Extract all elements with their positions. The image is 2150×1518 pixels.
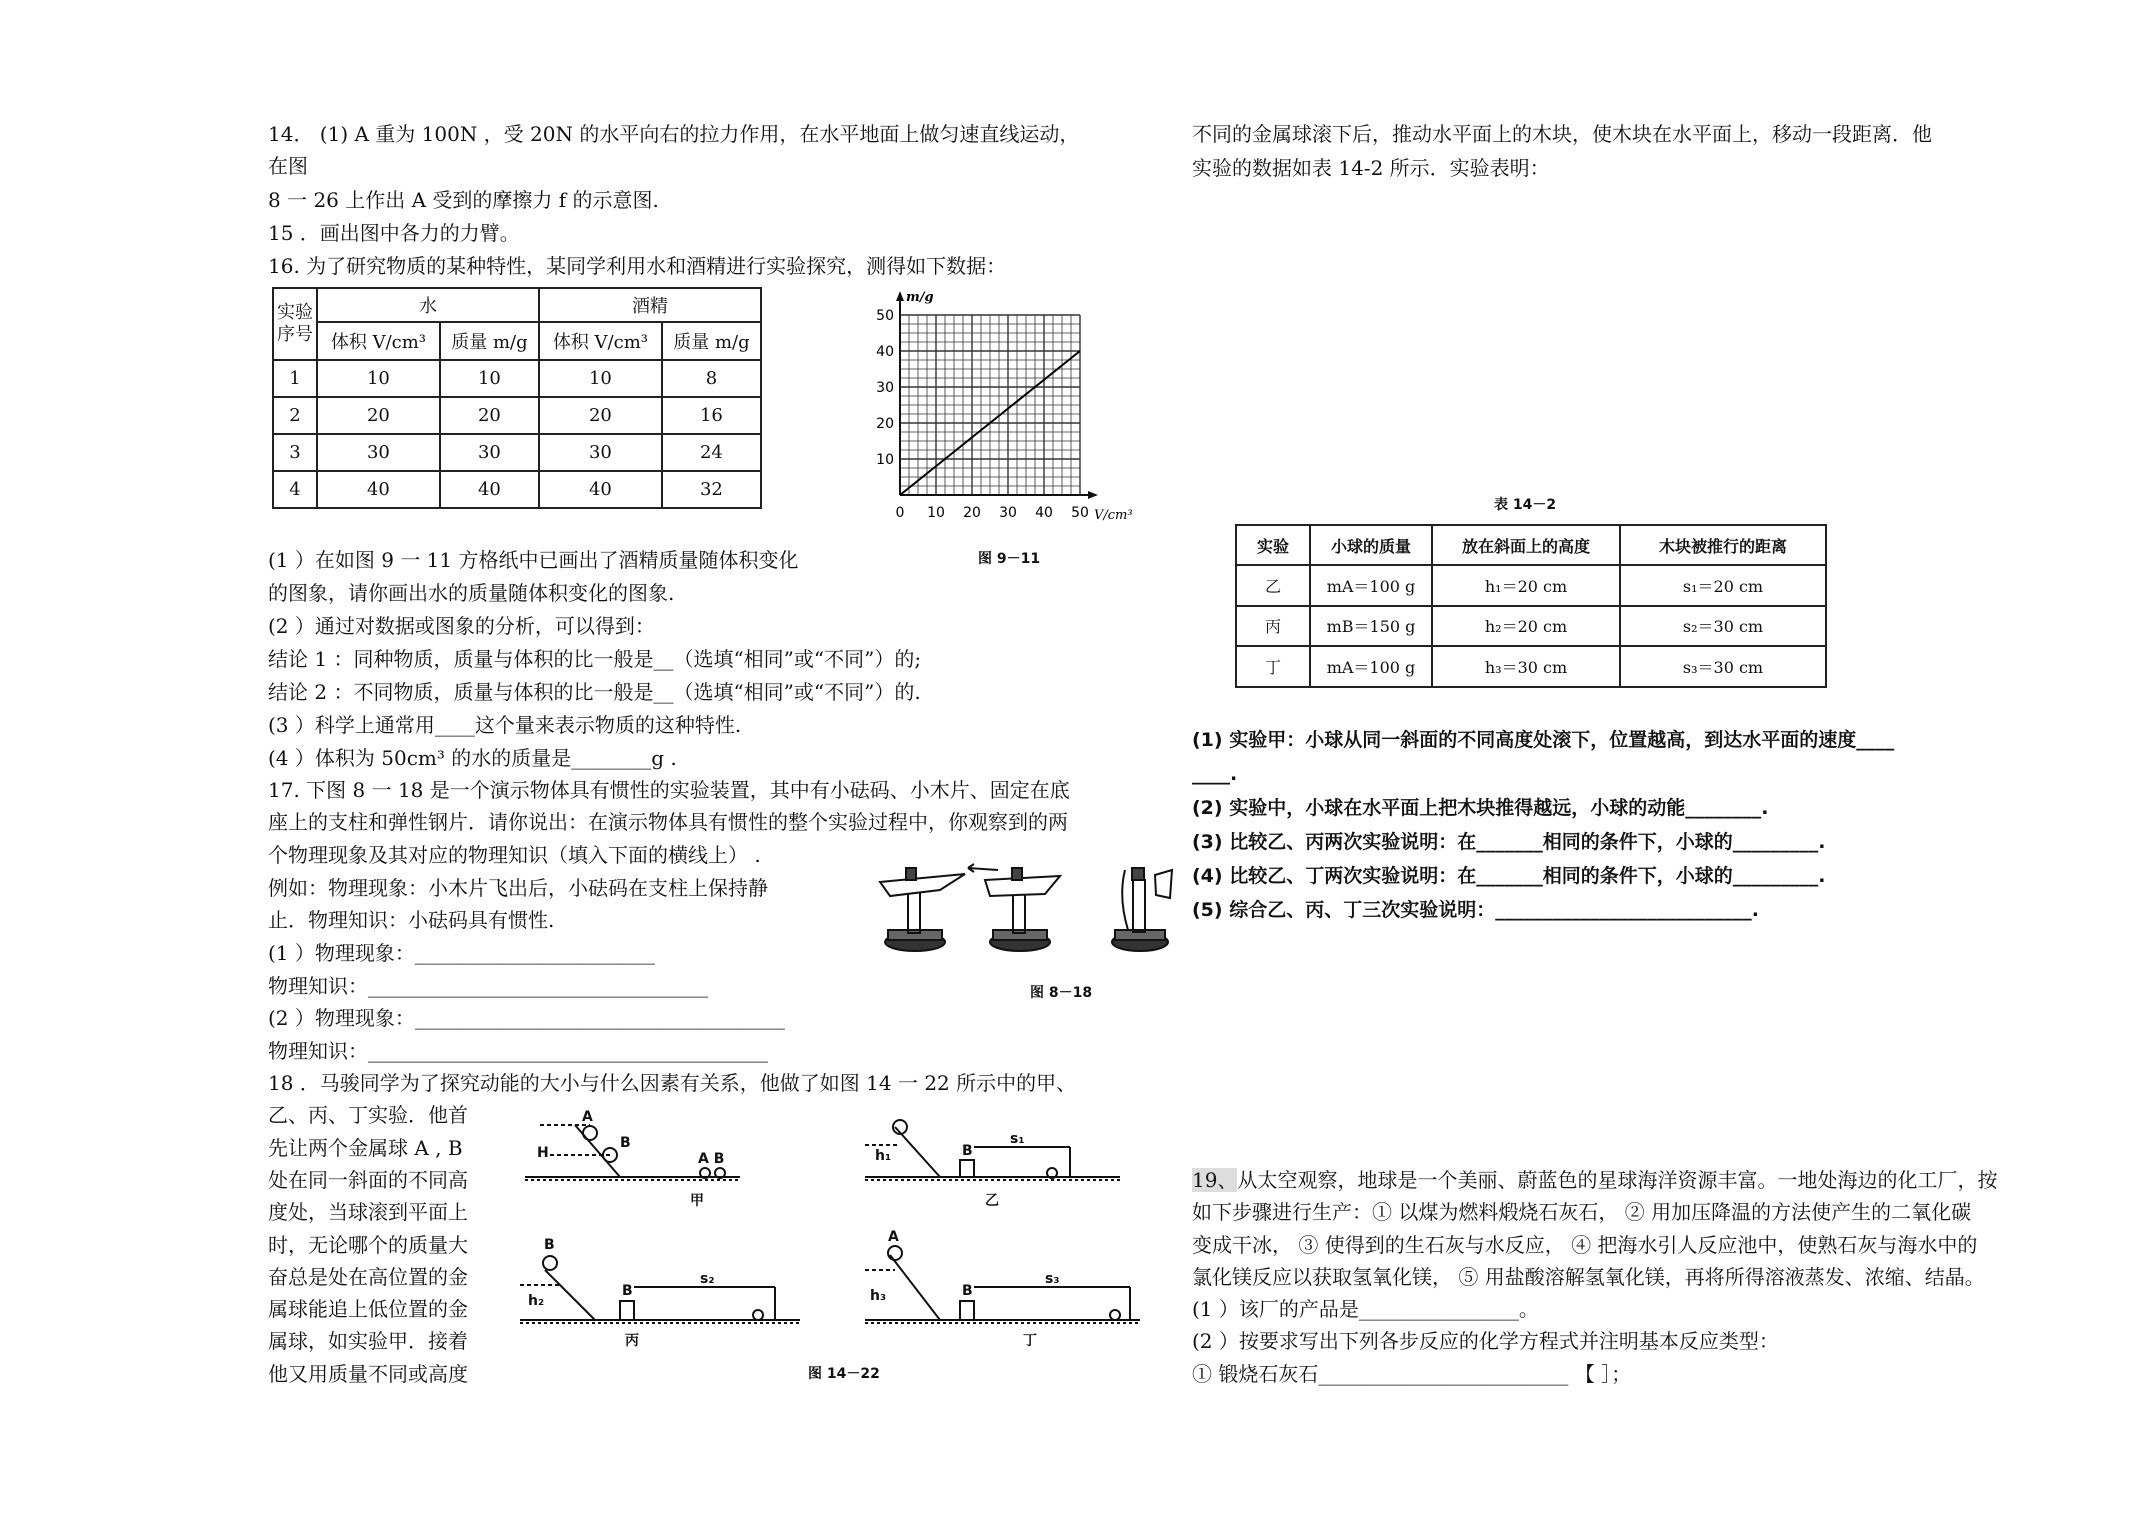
- label-h2: h₂: [528, 1293, 545, 1309]
- table-cell: 20: [317, 397, 440, 434]
- label-B5: B: [962, 1283, 973, 1299]
- q18-line10: 他又用质量不同或高度: [268, 1362, 468, 1386]
- table-cell: 乙: [1236, 565, 1310, 606]
- q17-2-knowledge: 物理知识：________________________________________: [268, 1039, 768, 1063]
- label-s2: s₂: [700, 1271, 715, 1287]
- table-cell: 20: [440, 397, 539, 434]
- y-tick-label: 20: [876, 416, 894, 432]
- table-cell: 30: [539, 434, 662, 471]
- q15-line: 15 ．画出图中各力的力臂。: [268, 221, 520, 245]
- x-tick-label: 30: [999, 505, 1017, 521]
- table-cell: 30: [440, 434, 539, 471]
- q16-conclusion1: 结论 1 ：同种物质，质量与体积的比一般是__（选填“相同”或“不同”）的;: [268, 647, 922, 671]
- table-cell: s₂＝30 cm: [1620, 606, 1826, 647]
- q17-2-phenomenon: (2 ）物理现象：_____________________________________: [268, 1006, 785, 1030]
- q18-line3: 先让两个金属球 A , B: [268, 1136, 463, 1160]
- table-cell: 40: [317, 471, 440, 508]
- table-cell: 10: [317, 360, 440, 397]
- q19-2-1-line: ① 锻烧石灰石_________________________ 【 ］；: [1192, 1362, 1632, 1386]
- table-head-exp: 实验: [1236, 525, 1310, 565]
- table-14-2-title: 表 14－2: [1494, 497, 1557, 513]
- table-row: [273, 397, 761, 434]
- x-tick-label: 40: [1035, 505, 1053, 521]
- table-head-mass: 小球的质量: [1310, 525, 1432, 565]
- q18-4-line: (4) 比较乙、丁两次实验说明：在_______相同的条件下，小球的_________.: [1192, 865, 1826, 887]
- table-cell: 24: [662, 434, 761, 471]
- q19-1-line: (1 ）该厂的产品是________________。: [1192, 1297, 1539, 1321]
- label-H: H: [537, 1145, 549, 1161]
- table-cell: 2: [273, 397, 317, 434]
- table-cell: 4: [273, 471, 317, 508]
- q18-line5: 度处，当球滚到平面上: [268, 1200, 468, 1224]
- table-cell: s₃＝30 cm: [1620, 646, 1826, 687]
- table-head-exp: 实验: [277, 302, 313, 323]
- x-tick-label: 10: [927, 505, 945, 521]
- q18-line1: 18 ．马骏同学为了探究动能的大小与什么因素有关系，他做了如图 14 一 22 所示中的甲、: [268, 1071, 1077, 1095]
- q19-line2: 如下步骤进行生产：① 以煤为燃料煅烧石灰石， ② 用加压降温的方法使产生的二氧化碳: [1192, 1200, 1972, 1224]
- y-tick-label: 30: [876, 380, 894, 396]
- label-B3: B: [544, 1237, 555, 1253]
- q18-1-line1: (1) 实验甲：小球从同一斜面的不同高度处滚下，位置越高，到达水平面的速度____: [1192, 729, 1895, 751]
- label-s3: s₃: [1045, 1271, 1060, 1287]
- q18-line6: 时，无论哪个的质量大: [268, 1233, 468, 1257]
- q17-line3: 个物理现象及其对应的物理知识（填入下面的横线上） .: [268, 843, 761, 867]
- q18-line7: 奋总是处在高位置的金: [268, 1265, 468, 1289]
- fig-9-11-caption: 图 9－11: [978, 551, 1041, 567]
- table-row: [273, 434, 761, 471]
- q16-data-table: [272, 287, 762, 509]
- q17-line1: 17. 下图 8 一 18 是一个演示物体具有惯性的实验装置，其中有小砝码、小木片、固定在底: [268, 778, 1070, 802]
- table-14-2: [1235, 524, 1827, 688]
- x-tick-label: 50: [1071, 505, 1089, 521]
- table-cell: s₁＝20 cm: [1620, 565, 1826, 606]
- label-h1: h₁: [875, 1148, 892, 1164]
- table-cell: 40: [440, 471, 539, 508]
- table-cell: 丙: [1236, 606, 1310, 647]
- q19-line1-text: 从太空观察，地球是一个美丽、蔚蓝色的星球海洋资源丰富。一地处海边的化工厂，按: [1237, 1168, 1998, 1192]
- q19-line3: 变成干冰， ③ 使得到的生石灰与水反应， ④ 把海水引人反应池中，使熟石灰与海水中的: [1192, 1233, 1978, 1257]
- q17-line2: 座上的支柱和弹性钢片．请你说出：在演示物体具有惯性的整个实验过程中，你观察到的两: [268, 810, 1068, 834]
- mass-volume-chart: [860, 280, 1160, 540]
- y-tick-label: 50: [876, 308, 894, 324]
- table-cell: 10: [440, 360, 539, 397]
- fig-8-18-caption: 图 8－18: [1030, 985, 1093, 1001]
- q18-1-line2: ____.: [1192, 763, 1238, 785]
- y-tick-label: 40: [876, 344, 894, 360]
- q17-example1: 例如：物理现象：小木片飞出后，小砝码在支柱上保持静: [268, 876, 768, 900]
- table-cell: 40: [539, 471, 662, 508]
- label-s1: s₁: [1010, 1131, 1025, 1147]
- label-jia: 甲: [690, 1193, 704, 1209]
- q19-line4: 氯化镁反应以获取氢氧化镁， ⑤ 用盐酸溶解氢氧化镁，再将所得溶液蒸发、浓缩、结晶。: [1192, 1265, 1985, 1289]
- q14-line3: 8 一 26 上作出 A 受到的摩擦力 f 的示意图.: [268, 188, 659, 212]
- q16-1-line1: (1 ）在如图 9 一 11 方格纸中已画出了酒精质量随体积变化: [268, 548, 799, 572]
- q18-3-line: (3) 比较乙、丙两次实验说明：在_______相同的条件下，小球的_________.: [1192, 831, 1826, 853]
- q18-5-line: (5) 综合乙、丙、丁三次实验说明：___________________________.: [1192, 899, 1759, 921]
- kinetic-energy-experiment-figure: [520, 1105, 1150, 1355]
- label-AB: A B: [698, 1151, 725, 1167]
- table-cell: mA＝100 g: [1310, 646, 1432, 687]
- table-head-mass: 质量 m/g: [662, 322, 761, 360]
- label-ding: 丁: [1023, 1333, 1037, 1349]
- q19-2-line: (2 ）按要求写出下列各步反应的化学方程式并注明基本反应类型：: [1192, 1329, 1779, 1353]
- table-cell: h₂＝20 cm: [1432, 606, 1620, 647]
- table-cell: h₁＝20 cm: [1432, 565, 1620, 606]
- q16-4-line: (4 ）体积为 50cm³ 的水的质量是________g .: [268, 746, 677, 770]
- q17-example2: 止．物理知识：小砝码具有惯性.: [268, 908, 555, 932]
- table-cell: 8: [662, 360, 761, 397]
- table-cell: h₃＝30 cm: [1432, 646, 1620, 687]
- label-A2: A: [888, 1229, 899, 1245]
- q19-number: 19、: [1192, 1168, 1238, 1192]
- label-h3: h₃: [870, 1288, 887, 1304]
- table-head-vol: 体积 V/cm³: [539, 322, 662, 360]
- q18-line9: 属球，如实验甲．接着: [268, 1329, 468, 1353]
- table-cell: 1: [273, 360, 317, 397]
- q18-line8: 属球能追上低位置的金: [268, 1297, 468, 1321]
- q16-2-line: (2 ）通过对数据或图象的分析，可以得到：: [268, 614, 655, 638]
- label-B4: B: [622, 1283, 633, 1299]
- x-axis-label: V/cm³: [1094, 508, 1133, 523]
- x-axis-arrow: [1088, 491, 1098, 499]
- label-B: B: [620, 1135, 631, 1151]
- x-tick-label: 20: [963, 505, 981, 521]
- table-head-height: 放在斜面上的高度: [1432, 525, 1620, 565]
- table-cell: 32: [662, 471, 761, 508]
- label-A: A: [582, 1109, 593, 1125]
- table-head-seq: 序号: [277, 324, 313, 345]
- label-yi: 乙: [985, 1193, 999, 1209]
- table-cell: 丁: [1236, 646, 1310, 687]
- y-tick-label: 10: [876, 452, 894, 468]
- table-row: [273, 360, 761, 397]
- table-cell: 3: [273, 434, 317, 471]
- q17-1-phenomenon: (1 ）物理现象：________________________: [268, 941, 655, 965]
- table-cell: mB＝150 g: [1310, 606, 1432, 647]
- inertia-apparatus-figure: [870, 850, 1180, 960]
- q16-line: 16. 为了研究物质的某种特性，某同学利用水和酒精进行实验探究，测得如下数据：: [268, 254, 1007, 278]
- q18-2-line: (2) 实验中，小球在水平面上把木块推得越远，小球的动能________.: [1192, 797, 1769, 819]
- q14-line1: 14． (1) A 重为 100N ，受 20N 的水平向右的拉力作用，在水平地面上做匀速直线运动，: [268, 122, 1080, 146]
- table-row: [1236, 565, 1826, 606]
- q18-cont-line1: 不同的金属球滚下后，推动水平面上的木块，使木块在水平面上，移动一段距离．他: [1192, 122, 1932, 146]
- fig-14-22-caption: 图 14－22: [808, 1366, 880, 1382]
- q16-conclusion2: 结论 2 ：不同物质，质量与体积的比一般是__（选填“相同”或“不同”）的.: [268, 680, 921, 704]
- table-head-distance: 木块被推行的距离: [1620, 525, 1826, 565]
- table-head-vol: 体积 V/cm³: [317, 322, 440, 360]
- label-bing: 丙: [625, 1333, 639, 1349]
- table-cell: 30: [317, 434, 440, 471]
- q19-line1: [1192, 1166, 1997, 1194]
- q16-3-line: (3 ）科学上通常用____这个量来表示物质的这种特性.: [268, 713, 742, 737]
- q16-1-line2: 的图象，请你画出水的质量随体积变化的图象.: [268, 581, 675, 605]
- q17-1-knowledge: 物理知识：__________________________________: [268, 974, 708, 998]
- table-row: [273, 471, 761, 508]
- table-cell: 20: [539, 397, 662, 434]
- table-head-alcohol: 酒精: [539, 288, 761, 322]
- y-axis-arrow: [896, 291, 904, 301]
- table-head-mass: 质量 m/g: [440, 322, 539, 360]
- table-cell: 16: [662, 397, 761, 434]
- table-cell: mA＝100 g: [1310, 565, 1432, 606]
- q18-line4: 处在同一斜面的不同高: [268, 1168, 468, 1192]
- table-row: [1236, 646, 1826, 687]
- q14-line2: 在图: [268, 154, 308, 178]
- table-head-water: 水: [317, 288, 539, 322]
- q18-cont-line2: 实验的数据如表 14-2 所示．实验表明：: [1192, 156, 1550, 180]
- label-B2: B: [962, 1143, 973, 1159]
- table-cell: 10: [539, 360, 662, 397]
- x-tick-label: 0: [895, 505, 905, 521]
- q18-line2: 乙、丙、丁实验．他首: [268, 1103, 468, 1127]
- table-row: [1236, 606, 1826, 647]
- y-axis-label: m/g: [906, 290, 934, 305]
